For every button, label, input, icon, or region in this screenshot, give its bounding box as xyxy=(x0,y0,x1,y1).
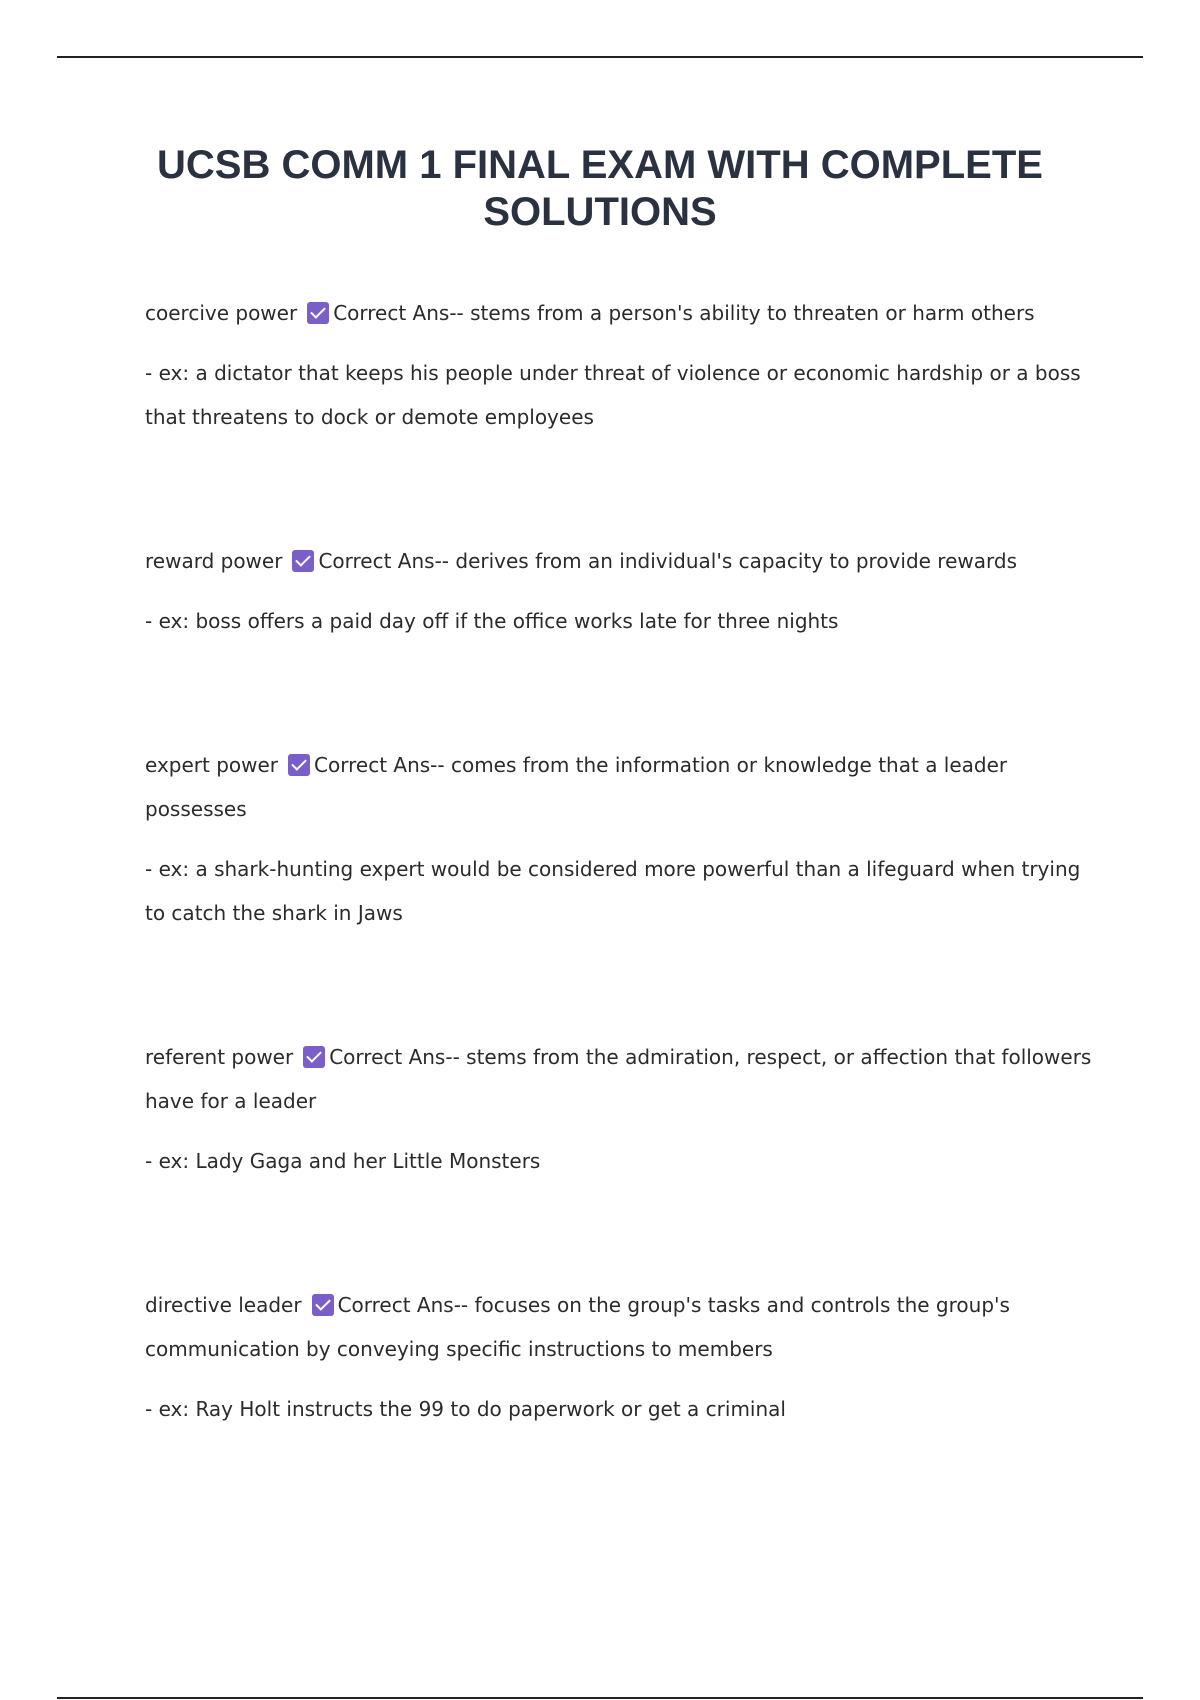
qa-item xyxy=(145,1035,1095,1183)
checkbox-checked-icon xyxy=(303,1046,325,1068)
spacer xyxy=(145,459,1095,539)
checkbox-checked-icon xyxy=(288,754,310,776)
answer-prefix: Correct Ans-- xyxy=(333,301,464,325)
answer-prefix: Correct Ans-- xyxy=(329,1045,460,1069)
example-text: - ex: Lady Gaga and her Little Monsters xyxy=(145,1149,541,1173)
title-line-2: SOLUTIONS xyxy=(483,190,717,234)
question-line xyxy=(145,1283,1095,1371)
question-line xyxy=(145,743,1095,831)
bottom-rule xyxy=(57,1697,1143,1699)
document-title xyxy=(100,142,1100,236)
example-text: - ex: a dictator that keeps his people under threat of violence or economic hardship or a boss that threatens to dock or demote employees xyxy=(145,361,1081,429)
qa-item xyxy=(145,1283,1095,1431)
qa-item xyxy=(145,291,1095,439)
example-text: - ex: Ray Holt instructs the 99 to do paperwork or get a criminal xyxy=(145,1397,786,1421)
qa-item xyxy=(145,743,1095,935)
question-line xyxy=(145,1035,1095,1123)
term: directive leader xyxy=(145,1293,302,1317)
answer-text: focuses on the group's tasks and controls the group's communication by conveying specific instructions to members xyxy=(145,1293,1010,1361)
term: reward power xyxy=(145,549,283,573)
spacer xyxy=(145,663,1095,743)
checkbox-checked-icon xyxy=(307,302,329,324)
question-line xyxy=(145,539,1095,583)
qa-list xyxy=(145,291,1095,1451)
example-text: - ex: boss offers a paid day off if the office works late for three nights xyxy=(145,609,839,633)
checkbox-checked-icon xyxy=(312,1294,334,1316)
example-text: - ex: a shark-hunting expert would be considered more powerful than a lifeguard when trying to catch the shark in Jaws xyxy=(145,857,1081,925)
checkbox-checked-icon xyxy=(292,550,314,572)
answer-text: stems from a person's ability to threaten or harm others xyxy=(470,301,1035,325)
answer-prefix: Correct Ans-- xyxy=(337,1293,469,1317)
term: expert power xyxy=(145,753,279,777)
answer-text: stems from the admiration, respect, or affection that followers have for a leader xyxy=(145,1045,1092,1113)
term: coercive power xyxy=(145,301,298,325)
answer-text: comes from the information or knowledge that a leader possesses xyxy=(145,753,1008,821)
spacer xyxy=(145,1203,1095,1283)
top-rule xyxy=(57,56,1143,58)
answer-prefix: Correct Ans-- xyxy=(318,549,450,573)
term: referent power xyxy=(145,1045,294,1069)
answer-text: derives from an individual's capacity to provide rewards xyxy=(455,549,1017,573)
title-line-1: UCSB COMM 1 FINAL EXAM WITH COMPLETE xyxy=(157,143,1043,187)
spacer xyxy=(145,955,1095,1035)
answer-prefix: Correct Ans-- xyxy=(314,753,445,777)
qa-item xyxy=(145,539,1095,643)
question-line xyxy=(145,291,1095,335)
